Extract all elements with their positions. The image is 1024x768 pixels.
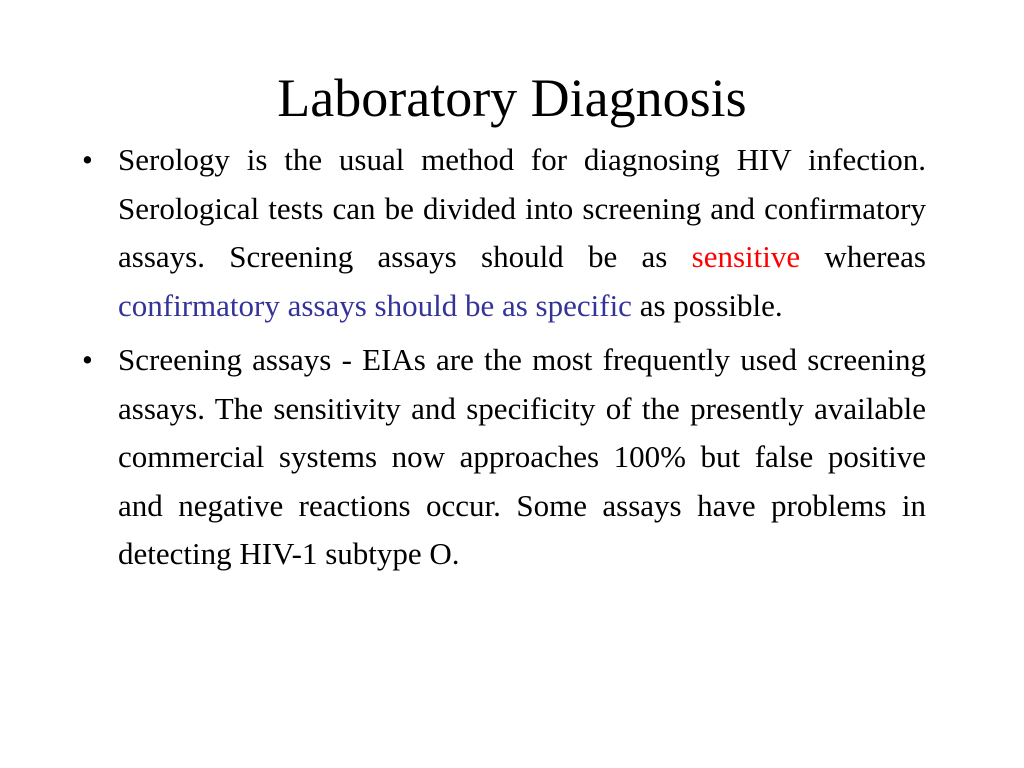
bullet-list (0, 136, 1024, 585)
bullet-text-part: Screening assays - EIAs are the most frequently used screening assays. The sensitivity and specificity of the presently available commercial systems now approaches 100% but false positive and negative reactions occur. Some assays have problems in detecting HIV-1 subtype O. (118, 342, 926, 571)
slide-title: Laboratory Diagnosis (277, 68, 747, 128)
bullet-item-screening-assays (82, 336, 926, 579)
highlight-sensitive: sensitive (691, 239, 801, 274)
highlight-specific: confirmatory assays should be as specific (118, 287, 632, 323)
bullet-item-serology (82, 136, 926, 330)
bullet-icon: • (82, 142, 93, 177)
bullet-icon: • (82, 342, 93, 377)
bullet-text-part: whereas (800, 239, 926, 274)
bullet-text-part: Serology is the usual method for diagnosing HIV infection. Serological tests can be divided into screening and confirmatory assays. Screening assays should be as (118, 142, 926, 274)
bullet-text-part: as possible. (631, 287, 783, 323)
